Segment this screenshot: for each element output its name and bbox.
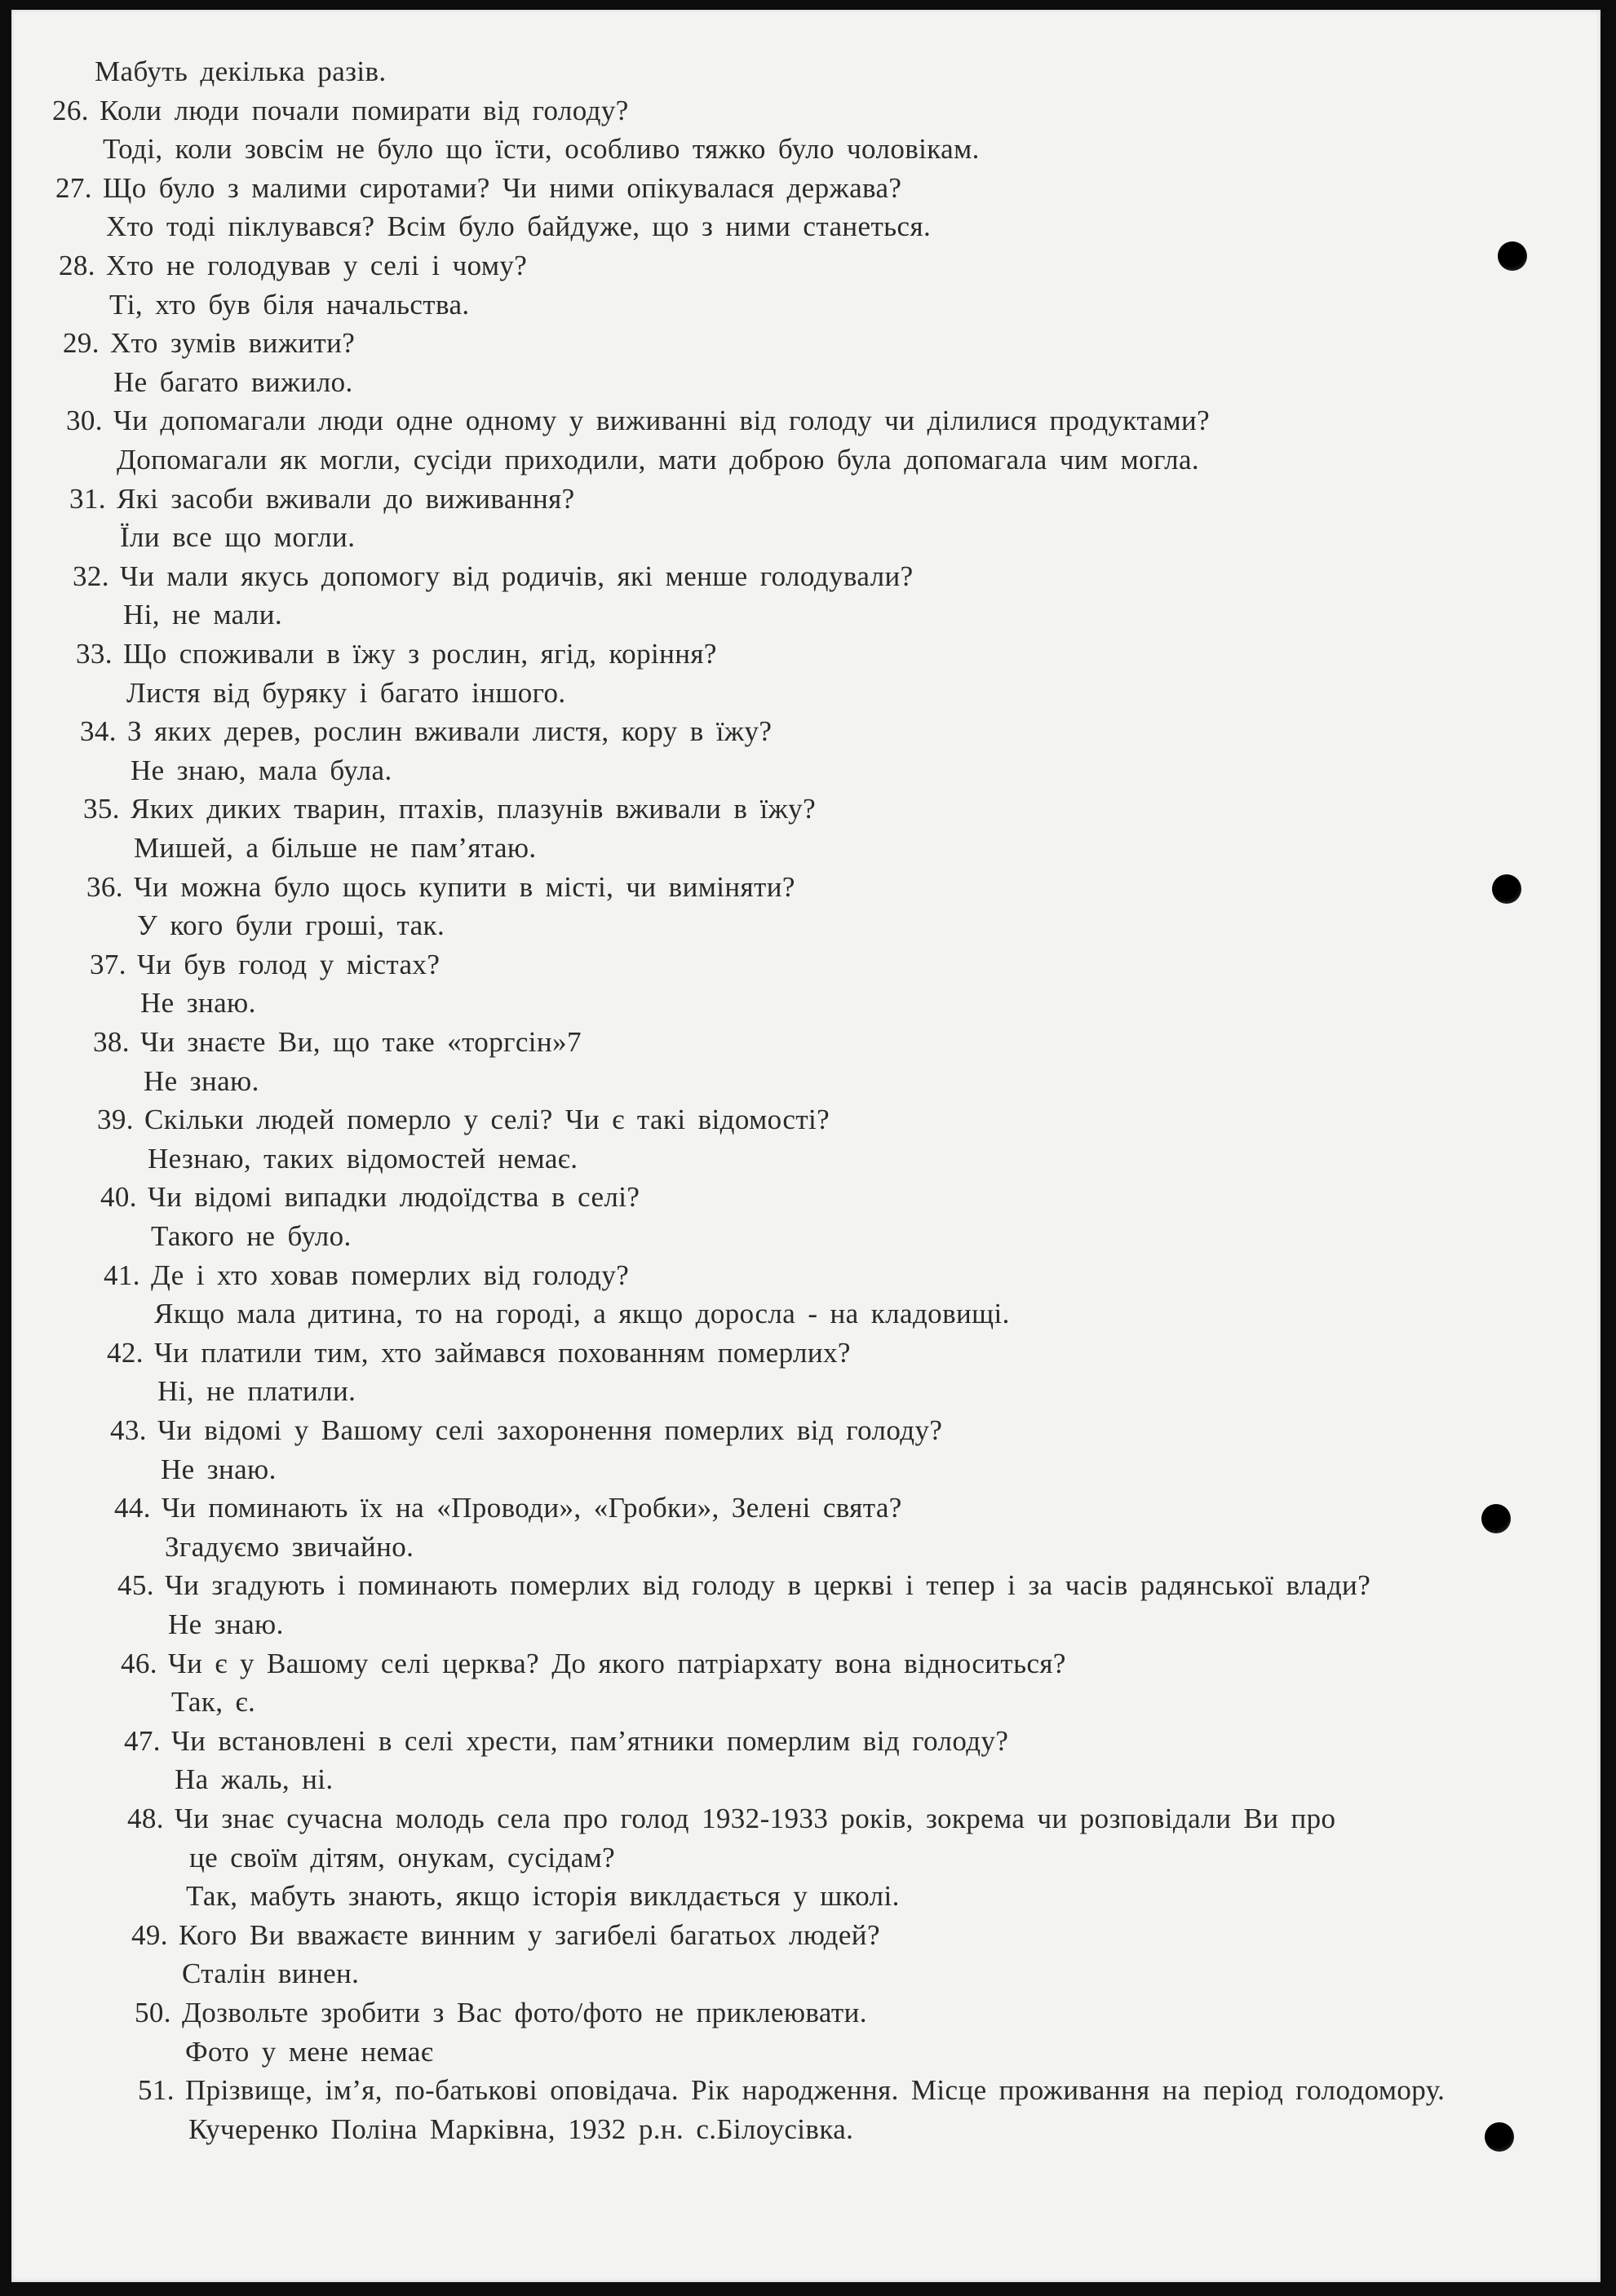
answer-text: На жаль, ні. (175, 1763, 334, 1795)
answer-text: Не знаю. (140, 987, 256, 1019)
intro-answer: Мабуть декілька разів. (95, 55, 387, 87)
question-number: 32. (73, 560, 109, 592)
question-number: 51. (138, 2074, 175, 2106)
question-item (110, 1411, 942, 1449)
question-item (55, 169, 901, 207)
question-item (83, 790, 816, 828)
answer-text: Не знаю. (161, 1453, 277, 1485)
answer-text: Не знаю. (144, 1065, 259, 1097)
question-item (59, 246, 527, 285)
question-item (73, 557, 914, 595)
punch-hole (1485, 2122, 1514, 2152)
question-number: 35. (83, 793, 120, 825)
question-number: 50. (135, 1997, 171, 2028)
question-text: Чи знаєте Ви, що таке «торгсін»7 (140, 1026, 582, 1058)
question-number: 45. (117, 1569, 154, 1601)
question-item (131, 1916, 880, 1954)
question-text: Дозвольте зробити з Вас фото/фото не приклеювати. (182, 1997, 867, 2028)
answer-text: Якщо мала дитина, то на городі, а якщо доросла - на кладовищі. (154, 1298, 1010, 1329)
document-page (11, 10, 1601, 2282)
question-text: Прізвище, ім’я, по-батькові оповідача. Рік народження. Місце проживання на період голодомору. (185, 2074, 1446, 2106)
question-item (117, 1566, 1370, 1604)
question-number: 26. (52, 95, 89, 126)
question-number: 31. (69, 483, 106, 515)
question-number: 38. (93, 1026, 130, 1058)
question-number: 43. (110, 1414, 147, 1446)
answer-text: Так, мабуть знають, якщо історія виклдається у школі. (186, 1880, 900, 1912)
question-item (66, 401, 1210, 440)
question-text: Хто не голодував у селі і чому? (106, 250, 528, 281)
punch-hole (1481, 1504, 1511, 1533)
question-text: Чи платили тим, хто займався похованням померлих? (154, 1337, 851, 1369)
question-item (52, 91, 629, 130)
answer-text: Їли все що могли. (120, 521, 356, 553)
question-text: Де і хто ховав померлих від голоду? (151, 1259, 630, 1291)
question-item (127, 1799, 1335, 1838)
answer-text: Згадуємо звичайно. (165, 1531, 414, 1563)
question-number: 42. (107, 1337, 144, 1369)
question-number: 37. (90, 949, 126, 980)
question-text: Чи згадують і поминають померлих від голоду в церкві і тепер і за часів радянської влади? (165, 1569, 1371, 1601)
answer-text: Ні, не платили. (157, 1375, 356, 1407)
answer-text: Кучеренко Поліна Марківна, 1932 р.н. с.Білоусівка. (188, 2113, 854, 2145)
punch-hole (1492, 874, 1521, 904)
answer-text: Такого не було. (151, 1220, 352, 1252)
question-number: 46. (121, 1648, 157, 1679)
question-item (138, 2071, 1445, 2109)
question-text: Яких диких тварин, птахів, плазунів вживали в їжу? (131, 793, 816, 825)
question-text: Хто зумів вижити? (110, 327, 356, 359)
question-item (80, 712, 772, 750)
question-number: 41. (104, 1259, 140, 1291)
question-item (76, 635, 717, 673)
answer-text: Листя від буряку і багато іншого. (126, 677, 566, 709)
question-number: 33. (76, 638, 113, 670)
question-text: Чи можна було щось купити в місті, чи виміняти? (134, 871, 795, 903)
answer-text: Не знаю, мала була. (131, 754, 392, 786)
question-number: 49. (131, 1919, 168, 1951)
question-text: Чи допомагали люди одне одному у виживанні від голоду чи ділилися продуктами? (113, 405, 1211, 436)
answer-text: Фото у мене немає (185, 2036, 434, 2068)
question-text: Чи був голод у містах? (137, 949, 441, 980)
question-item (97, 1100, 830, 1139)
question-item (107, 1334, 851, 1372)
question-item (124, 1722, 1008, 1760)
answer-text: Не знаю. (168, 1608, 284, 1640)
question-number: 40. (100, 1181, 137, 1213)
question-item (104, 1256, 629, 1294)
question-item (86, 868, 795, 906)
answer-text: Не багато вижило. (113, 366, 353, 398)
question-item (135, 1993, 867, 2032)
answer-text: Сталін винен. (182, 1958, 360, 1989)
answer-text: Ні, не мали. (123, 599, 283, 630)
question-number: 29. (63, 327, 100, 359)
question-text: Які засоби вживали до виживання? (117, 483, 575, 515)
question-text: Чи мали якусь допомогу від родичів, які менше голодували? (120, 560, 914, 592)
question-number: 47. (124, 1725, 161, 1757)
question-item (63, 324, 355, 362)
question-text: Що було з малими сиротами? Чи ними опікувалася держава? (103, 172, 902, 204)
question-number: 27. (55, 172, 92, 204)
question-number: 28. (59, 250, 95, 281)
question-text: Що споживали в їжу з рослин, ягід, коріння? (123, 638, 717, 670)
question-item (114, 1489, 902, 1527)
question-item (100, 1178, 640, 1216)
question-number: 48. (127, 1803, 164, 1834)
question-text: Скільки людей померло у селі? Чи є такі відомості? (144, 1104, 830, 1135)
question-text: Чи відомі у Вашому селі захоронення померлих від голоду? (157, 1414, 943, 1446)
question-text: Чи встановлені в селі хрести, пам’ятники померлим від голоду? (171, 1725, 1009, 1757)
question-number: 39. (97, 1104, 134, 1135)
answer-text: Ті, хто був біля начальства. (109, 289, 470, 321)
answer-text: Незнаю, таких відомостей немає. (148, 1143, 578, 1175)
question-number: 30. (66, 405, 103, 436)
question-item (90, 945, 440, 984)
question-text: З яких дерев, рослин вживали листя, кору в їжу? (127, 715, 773, 747)
punch-hole (1498, 241, 1527, 271)
question-item (69, 480, 575, 518)
answer-text: Так, є. (171, 1686, 256, 1718)
question-item (121, 1644, 1066, 1683)
answer-text: Хто тоді піклувався? Всім було байдуже, що з ними станеться. (106, 210, 932, 242)
question-text: Чи знає сучасна молодь села про голод 1932-1933 років, зокрема чи розповідали Ви про (175, 1803, 1336, 1834)
answer-text: Допомагали як могли, сусіди приходили, мати доброю була допомагала чим могла. (117, 444, 1200, 476)
question-item (93, 1023, 582, 1061)
answer-text: Мишей, а більше не пам’ятаю. (134, 832, 537, 864)
question-number: 36. (86, 871, 123, 903)
question-number: 44. (114, 1492, 151, 1524)
answer-text: У кого були гроші, так. (137, 909, 445, 941)
question-text: Чи поминають їх на «Проводи», «Гробки», Зелені свята? (162, 1492, 902, 1524)
question-text: Чи відомі випадки людоїдства в селі? (148, 1181, 640, 1213)
question-text: Чи є у Вашому селі церква? До якого патріархату вона відноситься? (168, 1648, 1066, 1679)
answer-text: Тоді, коли зовсім не було що їсти, особливо тяжко було чоловікам. (103, 133, 980, 165)
question-number: 34. (80, 715, 117, 747)
question-text: Коли люди почали помирати від голоду? (100, 95, 629, 126)
question-text: Кого Ви вважаєте винним у загибелі багатьох людей? (179, 1919, 880, 1951)
question-text-continued: це своїм дітям, онукам, сусідам? (189, 1842, 616, 1874)
